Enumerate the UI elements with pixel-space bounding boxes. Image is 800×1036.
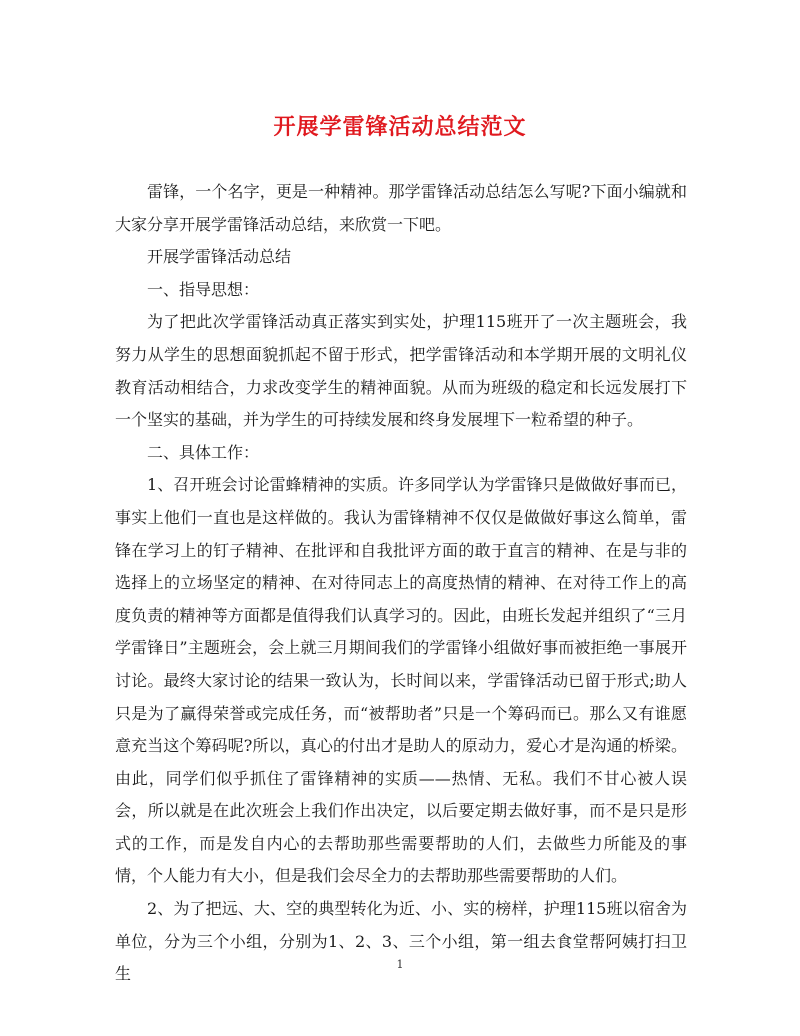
document-title: 开展学雷锋活动总结范文 [273,114,527,140]
paragraph-subtitle: 开展学雷锋活动总结 [147,247,292,267]
section-heading-guiding-ideology: 一、指导思想： [147,279,260,299]
paragraph-work-item-2: 2、为了把远、大、空的典型转化为近、小、实的榜样，护理115班以宿舍为单位，分为三个小组，分别为1、2、3、三个小组，第一组去食堂帮阿姨打扫卫生 [115,899,687,984]
paragraph-guiding-ideology: 为了把此次学雷锋活动真正落实到实处，护理115班开了一次主题班会，我努力从学生的思想面貌抓起不留于形式，把学雷锋活动和本学期开展的文明礼仪教育活动相结合，力求改变学生的精神面貌。从而为班级的稳定和长远发展打下一个坚实的基础，并为学生的可持续发展和终身发展埋下一粒希望的种子。 [115,312,687,430]
paragraph-intro: 雷锋，一个名字，更是一种精神。那学雷锋活动总结怎么写呢?下面小编就和大家分享开展学雷锋活动总结，来欣赏一下吧。 [115,182,687,234]
paragraph-work-item-1: 1、召开班会讨论雷蜂精神的实质。许多同学认为学雷锋只是做做好事而已，事实上他们一直也是这样做的。我认为雷锋精神不仅仅是做做好事这么简单，雷锋在学习上的钉子精神、在批评和自我批评方面的敢于直言的精神、在是与非的选择上的立场坚定的精神、在对待同志上的高度热情的精神、在对待工作上的高度负责的精神等方面都是值得我们认真学习的。因此，由班长发起并组织了“三月学雷锋日”主题班会，会上就三月期间我们的学雷锋小组做好事而被拒绝一事展开讨论。最终大家讨论的结果一致认为，长时间以来，学雷锋活动已留于形式;助人只是为了赢得荣誉或完成任务，而“被帮助者”只是一个筹码而已。那么又有谁愿意充当这个筹码呢?所以，真心的付出才是助人的原动力，爱心才是沟通的桥梁。由此，同学们似乎抓住了雷锋精神的实质——热情、无私。我们不甘心被人误会，所以就是在此次班会上我们作出决定，以后要定期去做好事，而不是只是形式的工作，而是发自内心的去帮助那些需要帮助的人们，去做些力所能及的事情，个人能力有大小，但是我们会尽全力的去帮助那些需要帮助的人们。 [115,475,687,886]
section-heading-specific-work: 二、具体工作： [147,442,260,462]
document-body [115,176,687,991]
page-number: 1 [396,958,404,971]
